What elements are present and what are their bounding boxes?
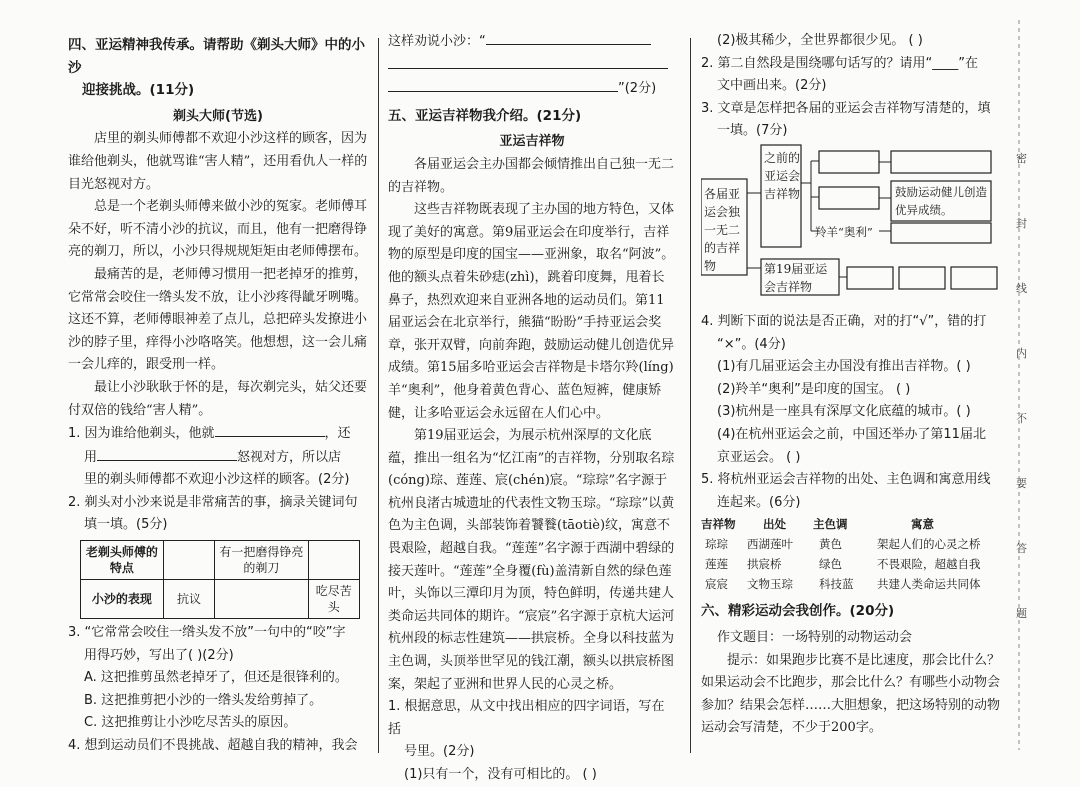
question-4-cont: 这样劝说小沙：“ ”(2分) — [388, 30, 676, 101]
column-left — [68, 30, 368, 758]
story-paragraph: 店里的剃头师傅都不欢迎小沙这样的顾客，因为谁给他剃头，他就骂谁“害人精”，还用看仇人一样的目光怒视对方。 — [68, 131, 368, 192]
question-5-2: 2. 第二自然段是围绕哪句话写的？请用“____”在 文中画出来。(2分) — [701, 55, 979, 94]
diagram-root: 各届亚运会独一无二的吉祥物 — [704, 186, 741, 273]
section-4-title: 四、亚运精神我传承。请帮助《剃头大师》中的小沙 迎接挑战。(11分) — [68, 37, 365, 99]
column-divider — [378, 38, 379, 753]
essay-topic: 作文题目：一场特别的动物运动会 — [717, 629, 913, 645]
question-5-3: 3. 文章是怎样把各届的亚运会吉祥物写清楚的，填 一填。(7分) — [701, 100, 991, 139]
column-divider — [690, 38, 691, 753]
option-b[interactable]: B. 这把推剪把小沙的一绺头发给剪掉了。 — [84, 692, 323, 708]
story-paragraph: 最痛苦的是，老师傅习惯用一把老掉牙的推剪，它常常会咬住一绺头发不放，让小沙疼得龇牙咧嘴。这还不算，老师傅眼神差了点儿，总把碎头发撩进小沙的脖子里，痒得小沙咯咯笑。他想想，这一会儿痛一会儿痒的，跟受刑一样。 — [68, 266, 368, 373]
table-blank-cell[interactable] — [308, 541, 359, 580]
answer-table: 老剃头师傅的特点 有一把磨得铮亮的剃刀 小沙的表现 抗议 吃尽苦头 — [80, 540, 360, 619]
exam-page: 四、亚运精神我传承。请帮助《剃头大师》中的小沙 迎接挑战。(11分) 剃头大师(节选) 店里的剃头师傅都不欢迎小沙这样的顾客，因为谁给他剃头，他就骂谁“害人精”，还用看仇人一样的目光怒视对方。 总是一个老剃头师傅来做小沙的冤家。老师傅耳朵不好，听不清小沙的抗议，而且，他有一把磨得铮亮的剃刀，所以，小沙只得规规矩矩由老师傅摆布。 最痛苦的是，老师傅习惯用一把老掉牙的推剪，它常常会咬住一绺头发不放，让小沙疼得龇牙咧嘴。这还不算，老师傅眼神差了点儿，总把碎头发撩进小沙的脖子里，痒得小沙咯咯笑。他想想，这一会儿痛一会儿痒的，跟受刑一样。 最让小沙耿耿于怀的是，每次剃完头，姑父还要付双倍的钱给“害人精”。 1. 因为谁给他剃头，他就 ，还 用 怒视对方，所以店 里的剃头师傅都不欢迎小沙这样的顾客。(2分) 2. 剃头对小沙来说是非常痛苦的事，摘录关键词句 填一填。(5分) 老剃头师傅的特点 有一把磨得铮亮的剃刀 小沙的表现 抗议 吃尽苦头 3. “它常常会咬住一绺头发不放”一句中的“咬”字 用得巧妙，写出了( )(2分) A. 这把推剪虽然老掉牙了，但还是很锋利的。 B. 这把推剪把小沙的一绺头发给剪掉了。 C. 这把推剪让小沙吃尽苦头的原因。 4. 想到运动员们不畏挑战、超越自我的精神，我会 这样劝说小沙：“ ”(2分) 五、亚运吉祥物我介绍。(21分) 亚运吉祥物 各届亚运会主办国都会倾情推出自己独一无二的吉祥物。 这些吉祥物既表现了主办国的地方特色，又体现了美好的寓意。第9届亚运会在印度举行，吉祥物的原型是印度的国宝——亚洲象，取名“阿波”。他的额头点着朱砂痣(zhì)，跳着印度舞，甩着长鼻子，热烈欢迎来自亚洲各地的运动员们。第11届亚运会在北京举行，熊猫“盼盼”手持亚运会奖章，张开双臂，向前奔跑，鼓励运动健儿创造优异成绩。第15届多哈亚运会吉祥物是卡塔尔羚(líng)羊“奥利”，他身着黄色背心、蓝色短裤，健康矫健，让多哈亚运会永远留在人们心中。 第19届亚运会，为展示杭州深厚的文化底蕴，推出一组名为“忆江南”的吉祥物，分别取名琮(cóng)琮、莲莲、宸(chén)宸。“琮琮”名字源于杭州良渚古城遗址的代表性文物玉琮。“琮琮”以黄色为主色调，头部装饰着饕餮(tāotiè)纹，寓意不畏艰险，超越自我。“莲莲”名字源于西湖中碧绿的接天莲叶。“莲莲”全身覆(fù)盖清新自然的绿色莲叶，头饰以三潭印月为顶，特色鲜明，传递共建人类命运共同体的期许。“宸宸”名字源于京杭大运河杭州段的标志性建筑——拱宸桥。全身以科技蓝为主色调，头顶举世罕见的钱江潮，额头以拱宸桥图案，架起了亚洲和世界人民的心灵之桥。 1. 根据意思，从文中找出相应的四字词语，写在括 号里。(2分) (1)只有一个，没有可相比的。 ( ) (2)极其稀少，全世界都很少见。 ( ) 2. 第二自然段是围绕哪句话写的？请用“____”在 文中画出来。(2分) 3. 文章是怎样把各届的亚运会吉祥物写清楚的，填 一填。(7分) 各届亚运会独一无二的吉祥物 之前的亚运会吉祥物 鼓励运动健儿创造优异成绩。 羚羊“奥利” 第19届亚运会吉祥物 4. 判断下面的说法是否正确，对的打“√”，错的打 “×”。(4分) (1)有几届亚运会主办国没有推出吉祥物。( ) (2)羚羊“奥利”是印度的国宝。 ( ) (3)杭州是一座具有深厚文化底蕴的城市。( ) (4)在杭州亚运会之前，中国还举办了第11届北 京亚运会。 ( ) 5. 将杭州亚运会吉祥物的出处、主色调和寓意用线 连起来。(6分) 吉祥物 出处 主色调 寓意 琮琮 莲莲 宸宸 西湖莲叶 拱宸桥 文物玉琮 黄色 绿色 科技蓝 架起人们的心灵之桥 不畏艰险，超越自我 共建人类命运共同体 六、精彩运动会我创作。(20分) 作文题目：一场特别的动物运动会 提示：如果跑步比赛不是比速度，那会比什么？如果运动会不比跑步，那会比什么？有哪些小动物会参加？结果会怎样……大胆想象，把这场特别的动物运动会写清楚，不少于200字。 密 封 线 内 不 要 答 题 — [0, 0, 1080, 763]
question-5-5: 5. 将杭州亚运会吉祥物的出处、主色调和寓意用线 连起来。(6分) — [701, 472, 991, 510]
question-2: 2. 剃头对小沙来说是非常痛苦的事，摘录关键词句 填一填。(5分) — [68, 494, 358, 533]
mascot-diagram — [701, 143, 1001, 311]
diagram-mid: 之前的亚运会吉祥物 — [764, 150, 801, 201]
column-right: (2)极其稀少，全世界都很少见。 ( ) 2. 第二自然段是围绕哪句话写的？请用“____”在 文中画出来。(2分) 3. 文章是怎样把各届的亚运会吉祥物写清楚的，填 一填。(7分) 各届亚运会独一无二的吉祥物 之前的亚运会吉祥物 鼓励运动健儿创造优异成绩。 羚羊“奥利” 第19届亚运会吉祥物 4. 判断下面的说法是否正确，对的打“√”，错的打 “×”。(4分) (1)有几届亚运会主办国没有推出吉祥物。( ) (2)羚羊“奥利”是印度的国宝。 ( ) (3)杭州是一座具有深厚文化底蕴的城市。( ) (4)在杭州亚运会之前，中国还举办了第11届北 京亚运会。 ( ) 5. 将杭州亚运会吉祥物的出处、主色调和寓意用线 连起来。(6分) 吉祥物 出处 主色调 寓意 琮琮 莲莲 宸宸 西湖莲叶 拱宸桥 文物玉琮 黄色 绿色 科技蓝 架起人们的心灵之桥 不畏艰险，超越自我 共建人类命运共同体 六、精彩运动会我创作。(20分) 作文题目：一场特别的动物运动会 提示：如果跑步比赛不是比速度，那会比什么？如果运动会不比跑步，那会比什么？有哪些小动物会参加？结果会怎样……大胆想象，把这场特别的动物运动会写清楚，不少于200字。 — [701, 30, 1001, 740]
question-5-1: 1. 根据意思，从文中找出相应的四字词语，写在括 号里。(2分) (1)只有一个，没有可相比的。 ( ) — [388, 699, 665, 782]
answer-blank[interactable] — [388, 77, 618, 92]
section-5-title: 五、亚运吉祥物我介绍。(21分) — [388, 107, 582, 124]
diagram-b1: 鼓励运动健儿创造优异成绩。 — [895, 184, 987, 217]
story-paragraph: 最让小沙耿耿于怀的是，每次剃完头，姑父还要付双倍的钱给“害人精”。 — [68, 379, 368, 418]
article-paragraph: 第19届亚运会，为展示杭州深厚的文化底蕴，推出一组名为“忆江南”的吉祥物，分别取名琮(cóng)琮、莲莲、宸(chén)宸。“琮琮”名字源于杭州良渚古城遗址的代表性文物玉琮。“琮琮”以黄色为主色调，头部装饰着饕餮(tāotiè)纹，寓意不畏艰险，超越自我。“莲莲”名字源于西湖中碧绿的接天莲叶。“莲莲”全身覆(fù)盖清新自然的绿色莲叶，头饰以三潭印月为顶，特色鲜明，传递共建人类命运共同体的期许。“宸宸”名字源于京杭大运河杭州段的标志性建筑——拱宸桥。全身以科技蓝为主色调，头顶举世罕见的钱江潮，额头以拱宸桥图案，架起了亚洲和世界人民的心灵之桥。 — [388, 428, 675, 692]
column-middle — [388, 30, 676, 787]
question-4: 4. 想到运动员们不畏挑战、超越自我的精神，我会 — [68, 738, 358, 754]
diagram-b2: 羚羊“奥利” — [815, 224, 873, 239]
story-title: 剃头大师(节选) — [173, 108, 263, 124]
story-paragraph: 总是一个老剃头师傅来做小沙的冤家。老师傅耳朵不好，听不清小沙的抗议，而且，他有一把磨得铮亮的剃刀，所以，小沙只得规规矩矩由老师傅摆布。 — [68, 199, 368, 260]
article-title: 亚运吉祥物 — [499, 134, 565, 150]
answer-blank[interactable] — [97, 446, 237, 461]
answer-blank[interactable] — [486, 30, 651, 45]
answer-blank[interactable] — [388, 54, 668, 69]
section-6-title: 六、精彩运动会我创作。(20分) — [701, 603, 895, 620]
option-a[interactable]: A. 这把推剪虽然老掉牙了，但还是很锋利的。 — [84, 670, 348, 686]
question-5-4: 4. 判断下面的说法是否正确，对的打“√”，错的打 “×”。(4分) (1)有几届亚运会主办国没有推出吉祥物。( ) (2)羚羊“奥利”是印度的国宝。 ( ) (3)杭州是一座具有深厚文化底蕴的城市。( ) (4)在杭州亚运会之前，中国还举办了第11届北 京亚运会。 ( ) — [701, 313, 987, 465]
essay-tip: 提示：如果跑步比赛不是比速度，那会比什么？如果运动会不比跑步，那会比什么？有哪些小动物会参加？结果会怎样……大胆想象，把这场特别的动物运动会写清楚，不少于200字。 — [701, 652, 1001, 736]
article-paragraph: 各届亚运会主办国都会倾情推出自己独一无二的吉祥物。 — [388, 156, 675, 195]
option-c[interactable]: C. 这把推剪让小沙吃尽苦头的原因。 — [84, 715, 297, 731]
diagram-last: 第19届亚运会吉祥物 — [764, 261, 828, 294]
table-blank-cell[interactable] — [163, 541, 214, 580]
question-3: 3. “它常常会咬住一绺头发不放”一句中的“咬”字 用得巧妙，写出了( )(2分) A. 这把推剪虽然老掉牙了，但还是很锋利的。 B. 这把推剪把小沙的一绺头发给剪掉了。 C. 这把推剪让小沙吃尽苦头的原因。 — [68, 622, 368, 735]
table-blank-cell[interactable] — [215, 580, 308, 619]
article-paragraph: 这些吉祥物既表现了主办国的地方特色，又体现了美好的寓意。第9届亚运会在印度举行，吉祥物的原型是印度的国宝——亚洲象，取名“阿波”。他的额头点着朱砂痣(zhì)，跳着印度舞，甩着长鼻子，热烈欢迎来自亚洲各地的运动员们。第11届亚运会在北京举行，熊猫“盼盼”手持亚运会奖章，张开双臂，向前奔跑，鼓励运动健儿创造优异成绩。第15届多哈亚运会吉祥物是卡塔尔羚(líng)羊“奥利”，他身着黄色背心、蓝色短裤，健康矫健，让多哈亚运会永远留在人们心中。 — [388, 202, 675, 421]
answer-blank[interactable] — [215, 422, 325, 437]
question-1: 1. 因为谁给他剃头，他就 ，还 用 怒视对方，所以店 里的剃头师傅都不欢迎小沙这样的顾客。(2分) — [68, 422, 368, 492]
matching-grid: 吉祥物 出处 主色调 寓意 琮琮 莲莲 宸宸 西湖莲叶 拱宸桥 文物玉琮 黄色 绿色 科技蓝 架起人们的心灵之桥 不畏艰险，超越自我 共建人类命运共同体 — [701, 517, 981, 592]
